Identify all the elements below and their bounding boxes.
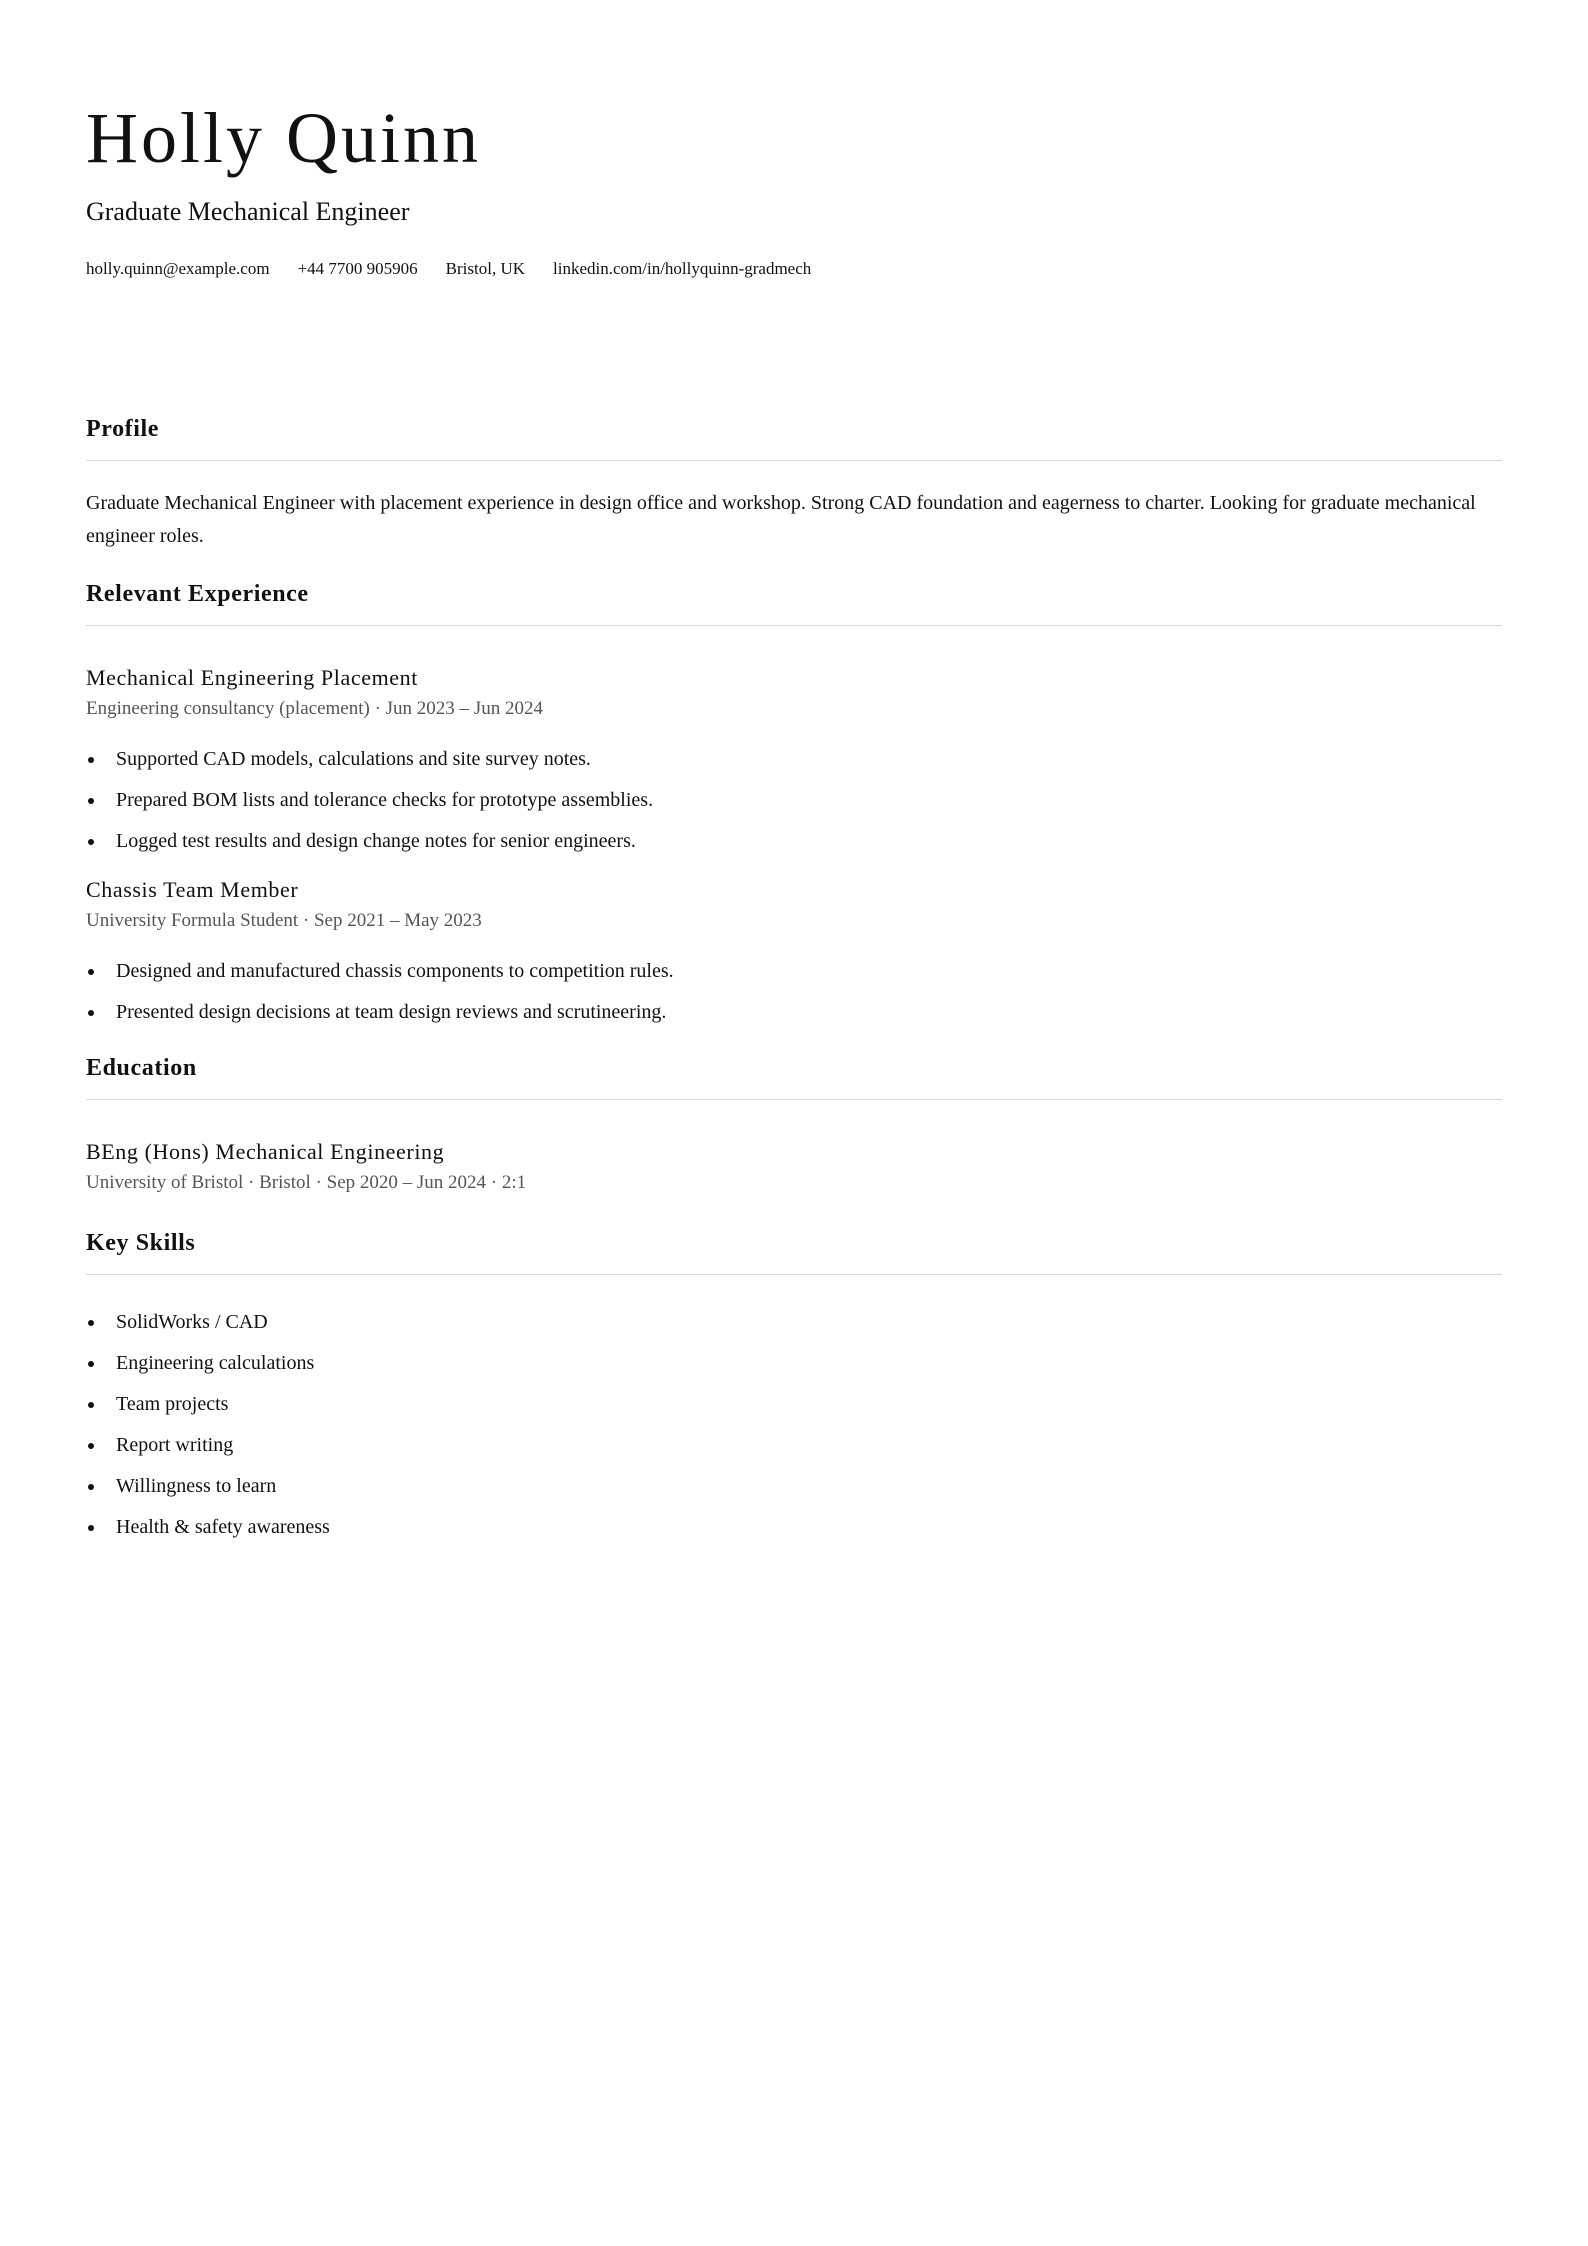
- education-meta: University of Bristol · Bristol · Sep 2020 – Jun 2024 · 2:1: [86, 1172, 527, 1193]
- skill-item: SolidWorks / CAD: [86, 1309, 1502, 1335]
- experience-entry: [86, 876, 1502, 1025]
- skill-item: Health & safety awareness: [86, 1514, 1502, 1540]
- contact-phone[interactable]: +44 7700 905906: [297, 259, 418, 278]
- experience-entry: [86, 664, 1502, 854]
- section-title-skills: Key Skills: [86, 1228, 1502, 1275]
- candidate-name: Holly Quinn: [86, 98, 482, 178]
- experience-bullet: Prepared BOM lists and tolerance checks for prototype assemblies.: [86, 787, 1502, 813]
- skill-item: Report writing: [86, 1432, 1502, 1458]
- experience-role: Chassis Team Member: [86, 877, 299, 902]
- resume-header: [86, 96, 1502, 280]
- profile-text: Graduate Mechanical Engineer with placement experience in design office and workshop. Strong CAD foundation and eagerness to charter. Looking for graduate mechanical engineer roles.: [86, 492, 1476, 547]
- contact-email[interactable]: holly.quinn@example.com: [86, 259, 270, 278]
- section-title-education: Education: [86, 1053, 1502, 1100]
- experience-bullet: Designed and manufactured chassis components to competition rules.: [86, 958, 1502, 984]
- experience-meta: Engineering consultancy (placement) · Jun 2023 – Jun 2024: [86, 698, 543, 719]
- education-degree: BEng (Hons) Mechanical Engineering: [86, 1139, 445, 1164]
- contact-row: [86, 258, 1502, 280]
- experience-bullet: Presented design decisions at team design reviews and scrutineering.: [86, 999, 1502, 1025]
- experience-bullets: [86, 958, 1502, 1025]
- skill-item: Willingness to learn: [86, 1473, 1502, 1499]
- section-title-experience: Relevant Experience: [86, 579, 1502, 626]
- experience-meta: University Formula Student · Sep 2021 – May 2023: [86, 910, 482, 931]
- profile-section: [86, 414, 1502, 553]
- skill-item: Engineering calculations: [86, 1350, 1502, 1376]
- experience-bullet: Logged test results and design change notes for senior engineers.: [86, 828, 1502, 854]
- experience-bullets: [86, 746, 1502, 854]
- contact-linkedin[interactable]: linkedin.com/in/hollyquinn-gradmech: [553, 259, 812, 278]
- section-title-profile: Profile: [86, 414, 1502, 461]
- skills-section: [86, 1228, 1502, 1540]
- experience-role: Mechanical Engineering Placement: [86, 665, 418, 690]
- candidate-role: Graduate Mechanical Engineer: [86, 197, 410, 226]
- education-section: [86, 1053, 1502, 1196]
- skill-item: Team projects: [86, 1391, 1502, 1417]
- contact-location: Bristol, UK: [445, 259, 526, 278]
- skills-list: [86, 1309, 1502, 1540]
- experience-bullet: Supported CAD models, calculations and site survey notes.: [86, 746, 1502, 772]
- experience-section: [86, 579, 1502, 1025]
